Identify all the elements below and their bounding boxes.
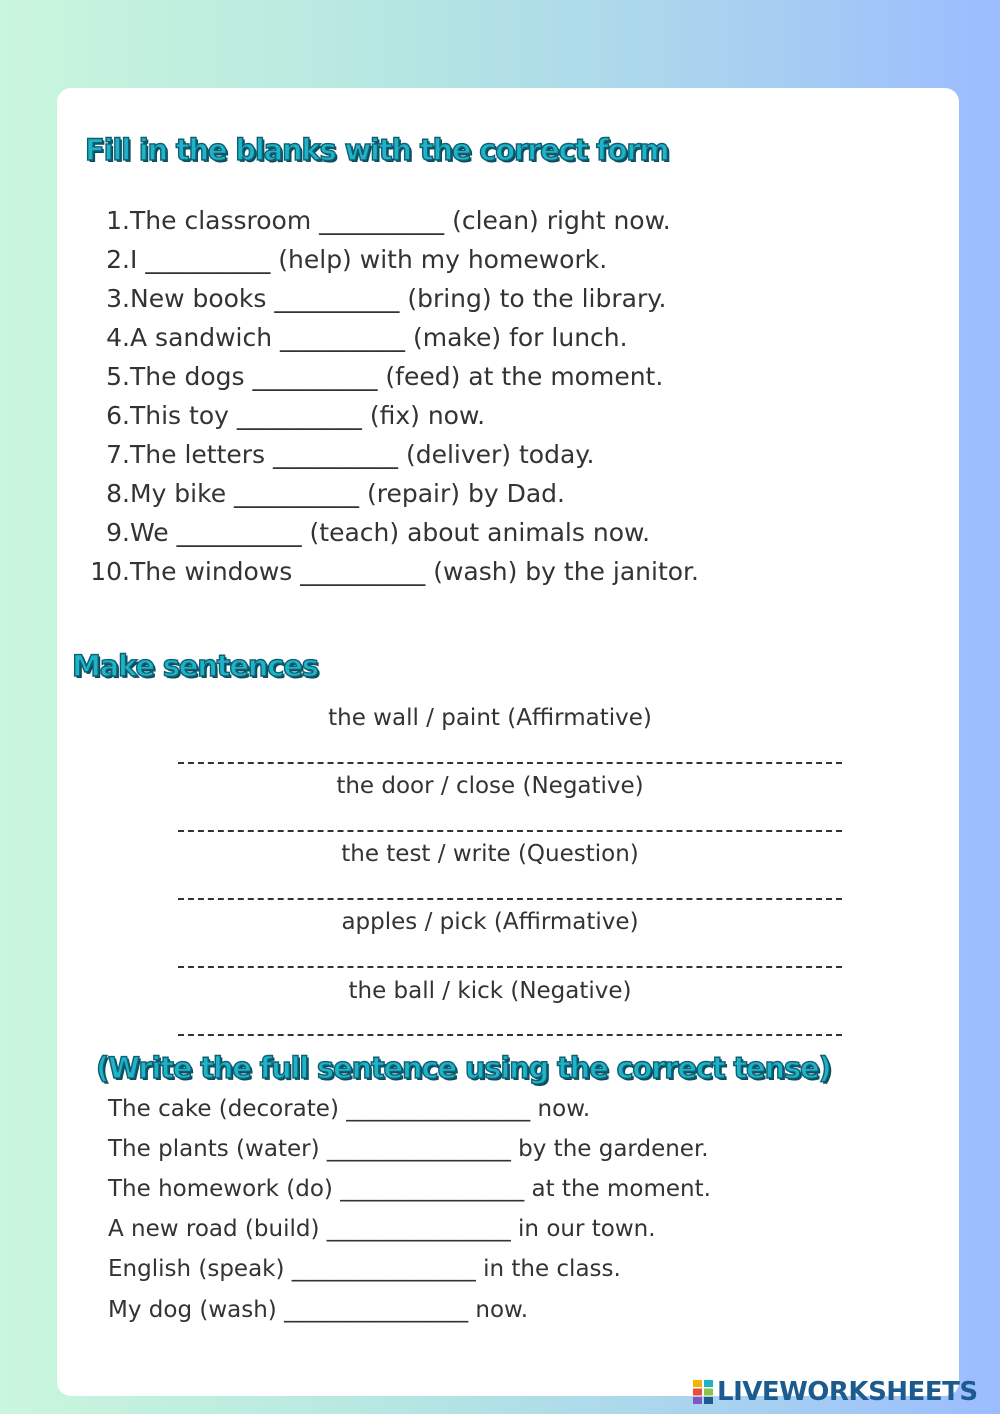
section2-heading: Make sentences	[72, 649, 318, 683]
liveworksheets-logo-icon	[693, 1380, 713, 1404]
item-text: The letters __________ (deliver) today.	[130, 440, 595, 469]
sentence-prompt: the ball / kick (Negative)	[348, 978, 632, 1004]
list-item	[0, 245, 607, 275]
tense-sentence: The plants (water) ________________ by the gardener.	[108, 1136, 709, 1162]
item-number: 2.	[106, 245, 130, 274]
item-text: The windows __________ (wash) by the janitor.	[130, 557, 699, 586]
item-number: 9.	[106, 518, 130, 547]
sentence-prompt: the wall / paint (Affirmative)	[328, 705, 652, 731]
answer-line[interactable]	[178, 966, 842, 968]
answer-line[interactable]	[178, 830, 842, 832]
tense-sentence: The homework (do) ________________ at the moment.	[108, 1176, 711, 1202]
item-number: 6.	[106, 401, 130, 430]
list-item	[0, 518, 650, 548]
tense-sentence: The cake (decorate) ________________ now.	[108, 1096, 591, 1122]
answer-line[interactable]	[178, 1034, 842, 1036]
item-text: This toy __________ (fix) now.	[130, 401, 486, 430]
sentence-prompt: the door / close (Negative)	[336, 773, 644, 799]
list-item	[0, 284, 666, 314]
item-number: 3.	[106, 284, 130, 313]
tense-sentence: English (speak) ________________ in the class.	[108, 1256, 621, 1282]
item-text: The dogs __________ (feed) at the moment.	[130, 362, 664, 391]
list-item	[0, 440, 594, 470]
sentence-prompt: apples / pick (Affirmative)	[341, 909, 639, 935]
liveworksheets-logo	[693, 1374, 978, 1410]
item-number: 10.	[90, 557, 130, 586]
list-item	[0, 362, 663, 392]
list-item	[0, 401, 485, 431]
answer-line[interactable]	[178, 762, 842, 764]
item-text: New books __________ (bring) to the library.	[130, 284, 667, 313]
item-number: 4.	[106, 323, 130, 352]
sentence-prompt: the test / write (Question)	[341, 841, 639, 867]
answer-line[interactable]	[178, 898, 842, 900]
item-text: I __________ (help) with my homework.	[130, 245, 608, 274]
item-number: 8.	[106, 479, 130, 508]
list-item	[0, 206, 671, 236]
tense-sentence: A new road (build) ________________ in our town.	[108, 1216, 656, 1242]
section1-heading: Fill in the blanks with the correct form	[85, 133, 669, 167]
item-text: We __________ (teach) about animals now.	[130, 518, 651, 547]
item-text: My bike __________ (repair) by Dad.	[130, 479, 565, 508]
list-item	[0, 557, 699, 587]
item-number: 5.	[106, 362, 130, 391]
item-number: 1.	[106, 206, 130, 235]
item-text: The classroom __________ (clean) right now.	[130, 206, 671, 235]
section3-heading: (Write the full sentence using the correct tense)	[96, 1051, 831, 1085]
tense-sentence: My dog (wash) ________________ now.	[108, 1297, 529, 1323]
list-item	[0, 479, 565, 509]
logo-text: LIVEWORKSHEETS	[717, 1377, 978, 1407]
item-number: 7.	[106, 440, 130, 469]
list-item	[0, 323, 628, 353]
item-text: A sandwich __________ (make) for lunch.	[130, 323, 628, 352]
